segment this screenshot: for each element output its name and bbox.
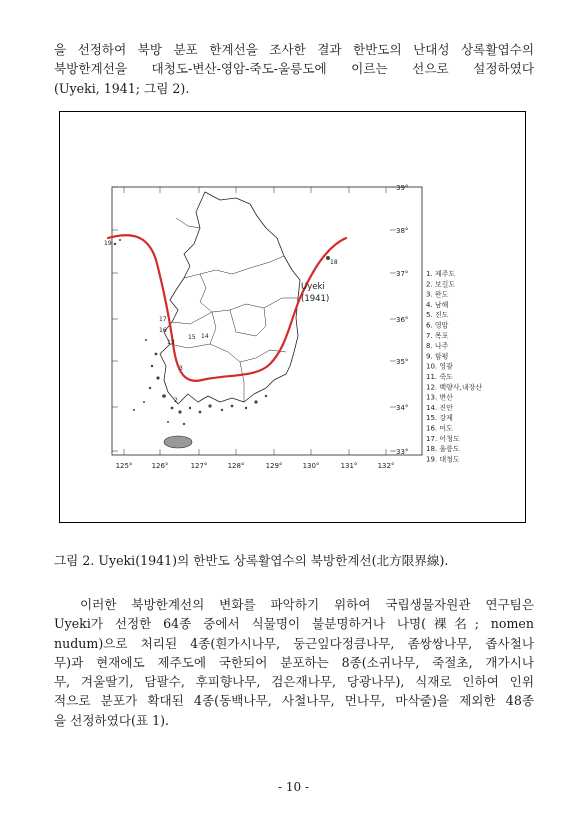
lon-label: 127° — [190, 462, 208, 470]
northern-limit-line — [108, 235, 346, 381]
text-line: 을 선정하였다(표 1). — [54, 712, 170, 728]
lat-label: 35° — [396, 358, 409, 366]
legend-entry: 12. 백양사,내장산 — [426, 383, 483, 392]
legend-entry: 10. 영광 — [426, 362, 453, 371]
curve-label: (1941) — [301, 294, 330, 304]
legend-entry: 11. 죽도 — [426, 373, 453, 381]
legend-entry: 1. 제주도 — [426, 270, 456, 278]
legend-entry: 16. 미도 — [426, 424, 453, 433]
paragraph-body — [54, 595, 534, 730]
text-line: nudum)으로 처리된 4종(흰가시나무, 둥근잎다정큼나무, 좀쌍쌍나무, 좁사철나 — [54, 635, 534, 651]
lon-label: 129° — [265, 462, 283, 470]
text-line: 이러한 북방한계선의 변화를 파악하기 위하여 국립생물자원관 연구팀은 — [80, 597, 534, 612]
legend-entry: 7. 목포 — [426, 331, 449, 340]
site-number: 14 — [201, 333, 209, 340]
legend-entry: 3. 완도 — [426, 290, 449, 299]
site-number: 2 — [174, 397, 178, 404]
site-legend — [426, 269, 482, 463]
legend-entry: 13. 변산 — [426, 393, 453, 402]
lon-label: 126° — [151, 462, 169, 470]
northern-limit-map — [60, 112, 525, 522]
paragraph-intro — [54, 40, 534, 98]
legend-entry: 9. 함평 — [426, 352, 449, 361]
legend-entry: 14. 진안 — [426, 403, 453, 412]
text-line: 무)과 현재에도 제주도에 국한되어 분포하는 8종(소귀나무, 죽절초, 개가시나 — [54, 654, 534, 670]
lon-label: 131° — [340, 462, 358, 470]
lat-label: 33° — [396, 448, 409, 456]
legend-entry: 17. 어청도 — [426, 434, 460, 443]
lat-label: 38° — [396, 227, 409, 235]
legend-entry: 19. 대청도 — [426, 455, 460, 464]
legend-entry: 2. 보길도 — [426, 280, 456, 289]
page-number: - 10 - — [277, 780, 309, 794]
text-line: 무, 겨울딸기, 담팔수, 후피향나무, 검은재나무, 당광나무), 식재로 인하여 인위 — [54, 674, 534, 690]
text-line: (Uyeki, 1941; 그림 2). — [54, 80, 190, 96]
text-line: 적으로 분포가 확대된 4종(동백나무, 사철나무, 먼나무, 마삭줄)을 제외한 48종 — [54, 693, 534, 709]
site-number: 18 — [330, 259, 338, 266]
lat-label: 39° — [396, 184, 409, 192]
text-line: Uyeki가 선정한 64종 중에서 식물명이 불분명하거나 나명(裸名; nomen — [54, 616, 534, 632]
lon-label: 125° — [115, 462, 133, 470]
lon-label: 132° — [377, 462, 395, 470]
lat-label: 37° — [396, 270, 409, 278]
site-number: 13 — [167, 339, 175, 346]
text-line: 북방한계선을 대청도-변산-영암-죽도-울릉도에 이르는 선으로 설정하였다 — [54, 61, 534, 77]
site-number: 16 — [159, 327, 167, 334]
figure-frame — [59, 111, 526, 523]
figure-caption: 그림 2. Uyeki(1941)의 한반도 상록활엽수의 북방한계선(北方限界線). — [54, 553, 449, 568]
legend-entry: 4. 남해 — [426, 300, 449, 309]
site-number: 17 — [159, 316, 167, 323]
graticule — [112, 187, 396, 455]
site-number: 19 — [104, 240, 112, 247]
legend-entry: 18. 울릉도 — [426, 445, 460, 454]
text-line: 을 선정하여 북방 분포 한계선을 조사한 결과 한반도의 난대성 상록활엽수의 — [54, 42, 534, 57]
lon-label: 130° — [302, 462, 320, 470]
site-number: 15 — [188, 334, 196, 341]
curve-label: Uyeki — [301, 282, 325, 292]
site-number: 3 — [179, 365, 183, 372]
jeju-island — [164, 436, 192, 448]
legend-entry: 15. 강제 — [426, 414, 453, 423]
legend-entry: 6. 영암 — [426, 321, 449, 330]
lat-label: 34° — [396, 404, 409, 412]
lon-label: 128° — [227, 462, 245, 470]
legend-entry: 8. 나주 — [426, 342, 449, 351]
legend-entry: 5. 진도 — [426, 311, 449, 320]
lat-label: 36° — [396, 316, 409, 324]
